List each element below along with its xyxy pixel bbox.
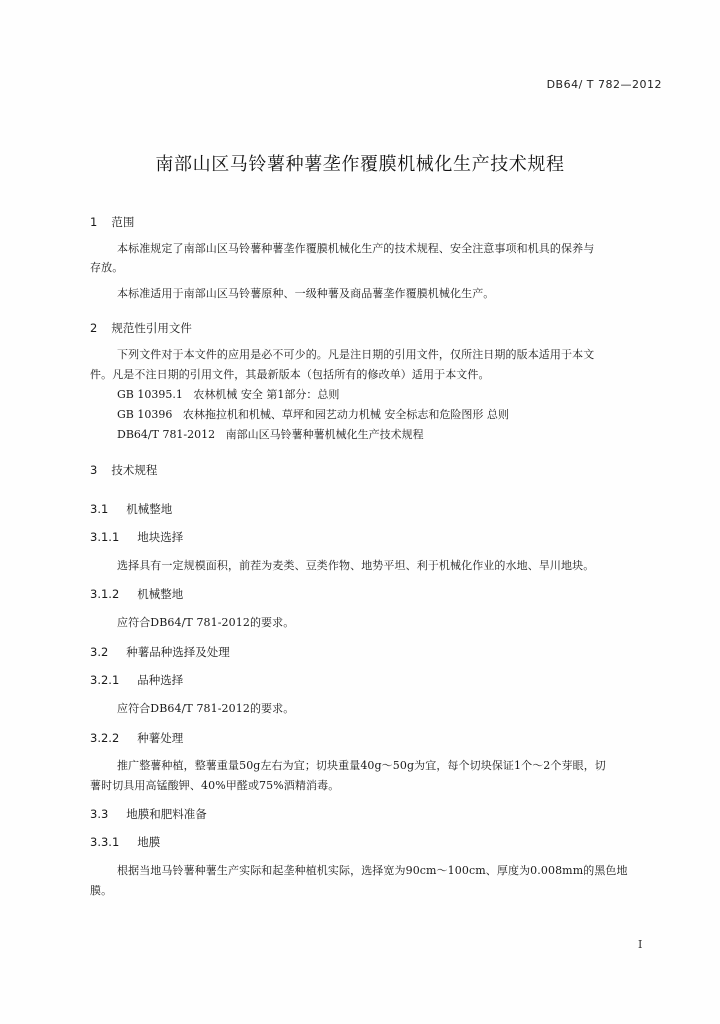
standard-number: DB64/ T 782—2012 bbox=[546, 78, 662, 91]
reference-code: GB 10396 bbox=[117, 408, 173, 421]
section-number: 1 bbox=[90, 215, 98, 229]
section-title: 地块选择 bbox=[137, 530, 184, 544]
reference-item bbox=[117, 406, 509, 422]
subsection-3-3-1-heading bbox=[90, 834, 160, 850]
section-title: 规范性引用文件 bbox=[111, 321, 192, 335]
paragraph-line: 薯时切具用高锰酸钾、40%甲醛或75%酒精消毒。 bbox=[90, 779, 340, 792]
paragraph-line: 膜。 bbox=[90, 884, 113, 897]
section-title: 范围 bbox=[111, 215, 135, 229]
paragraph-line: 应符合DB64/T 781-2012的要求。 bbox=[117, 616, 295, 629]
section-number: 3.1.1 bbox=[90, 530, 120, 544]
section-3-heading bbox=[90, 462, 157, 478]
paragraph-line: 推广整薯种植，整薯重量50g左右为宜；切块重量40g～50g为宜，每个切块保证1个～2个芽眼，切 bbox=[117, 759, 606, 772]
reference-title: 农林拖拉机和机械、草坪和园艺动力机械 安全标志和危险图形 总则 bbox=[182, 408, 509, 421]
reference-item bbox=[117, 426, 424, 442]
paragraph-line: 选择具有一定规模面积，前茬为麦类、豆类作物、地势平坦、利于机械化作业的水地、旱川地块。 bbox=[117, 559, 595, 572]
subsection-3-2-1-heading bbox=[90, 672, 183, 688]
reference-item bbox=[117, 386, 339, 402]
page-number: I bbox=[638, 938, 643, 951]
subsection-3-2-2-heading bbox=[90, 730, 183, 746]
section-2-heading bbox=[90, 320, 192, 336]
paragraph-line: 本标准规定了南部山区马铃薯种薯垄作覆膜机械化生产的技术规程、安全注意事项和机具的保养与 bbox=[117, 242, 595, 255]
section-number: 3.3.1 bbox=[90, 835, 120, 849]
paragraph-line: 件。凡是不注日期的引用文件，其最新版本（包括所有的修改单）适用于本文件。 bbox=[90, 368, 490, 381]
subsection-3-1-1-heading bbox=[90, 529, 183, 545]
section-title: 地膜和肥料准备 bbox=[126, 807, 207, 821]
section-number: 3.2.2 bbox=[90, 731, 120, 745]
paragraph-line: 本标准适用于南部山区马铃薯原种、一级种薯及商品薯垄作覆膜机械化生产。 bbox=[117, 287, 495, 300]
reference-code: GB 10395.1 bbox=[117, 388, 183, 401]
subsection-3-1-heading bbox=[90, 501, 172, 517]
reference-title: 南部山区马铃薯种薯机械化生产技术规程 bbox=[225, 428, 424, 441]
section-number: 3 bbox=[90, 463, 98, 477]
subsection-3-2-heading bbox=[90, 644, 230, 660]
paragraph-line: 应符合DB64/T 781-2012的要求。 bbox=[117, 702, 295, 715]
subsection-3-1-2-heading bbox=[90, 586, 183, 602]
section-title: 种薯处理 bbox=[137, 731, 184, 745]
section-number: 3.3 bbox=[90, 807, 109, 821]
section-1-heading bbox=[90, 214, 134, 230]
section-title: 机械整地 bbox=[137, 587, 184, 601]
section-title: 技术规程 bbox=[111, 463, 158, 477]
subsection-3-3-heading bbox=[90, 806, 207, 822]
section-title: 种薯品种选择及处理 bbox=[126, 645, 230, 659]
paragraph-line: 根据当地马铃薯种薯生产实际和起垄种植机实际，选择宽为90cm～100cm、厚度为0.008mm的黑色地 bbox=[117, 864, 628, 877]
section-title: 品种选择 bbox=[137, 673, 184, 687]
section-number: 3.2 bbox=[90, 645, 109, 659]
section-title: 地膜 bbox=[137, 835, 161, 849]
reference-code: DB64/T 781-2012 bbox=[117, 428, 216, 441]
document-title: 南部山区马铃薯种薯垄作覆膜机械化生产技术规程 bbox=[155, 154, 565, 175]
section-number: 3.1.2 bbox=[90, 587, 120, 601]
section-title: 机械整地 bbox=[126, 502, 173, 516]
section-number: 2 bbox=[90, 321, 98, 335]
section-number: 3.2.1 bbox=[90, 673, 120, 687]
paragraph-line: 下列文件对于本文件的应用是必不可少的。凡是注日期的引用文件，仅所注日期的版本适用于本文 bbox=[117, 348, 595, 361]
section-number: 3.1 bbox=[90, 502, 109, 516]
reference-title: 农林机械 安全 第1部分：总则 bbox=[193, 388, 340, 401]
paragraph-line: 存放。 bbox=[90, 261, 124, 274]
